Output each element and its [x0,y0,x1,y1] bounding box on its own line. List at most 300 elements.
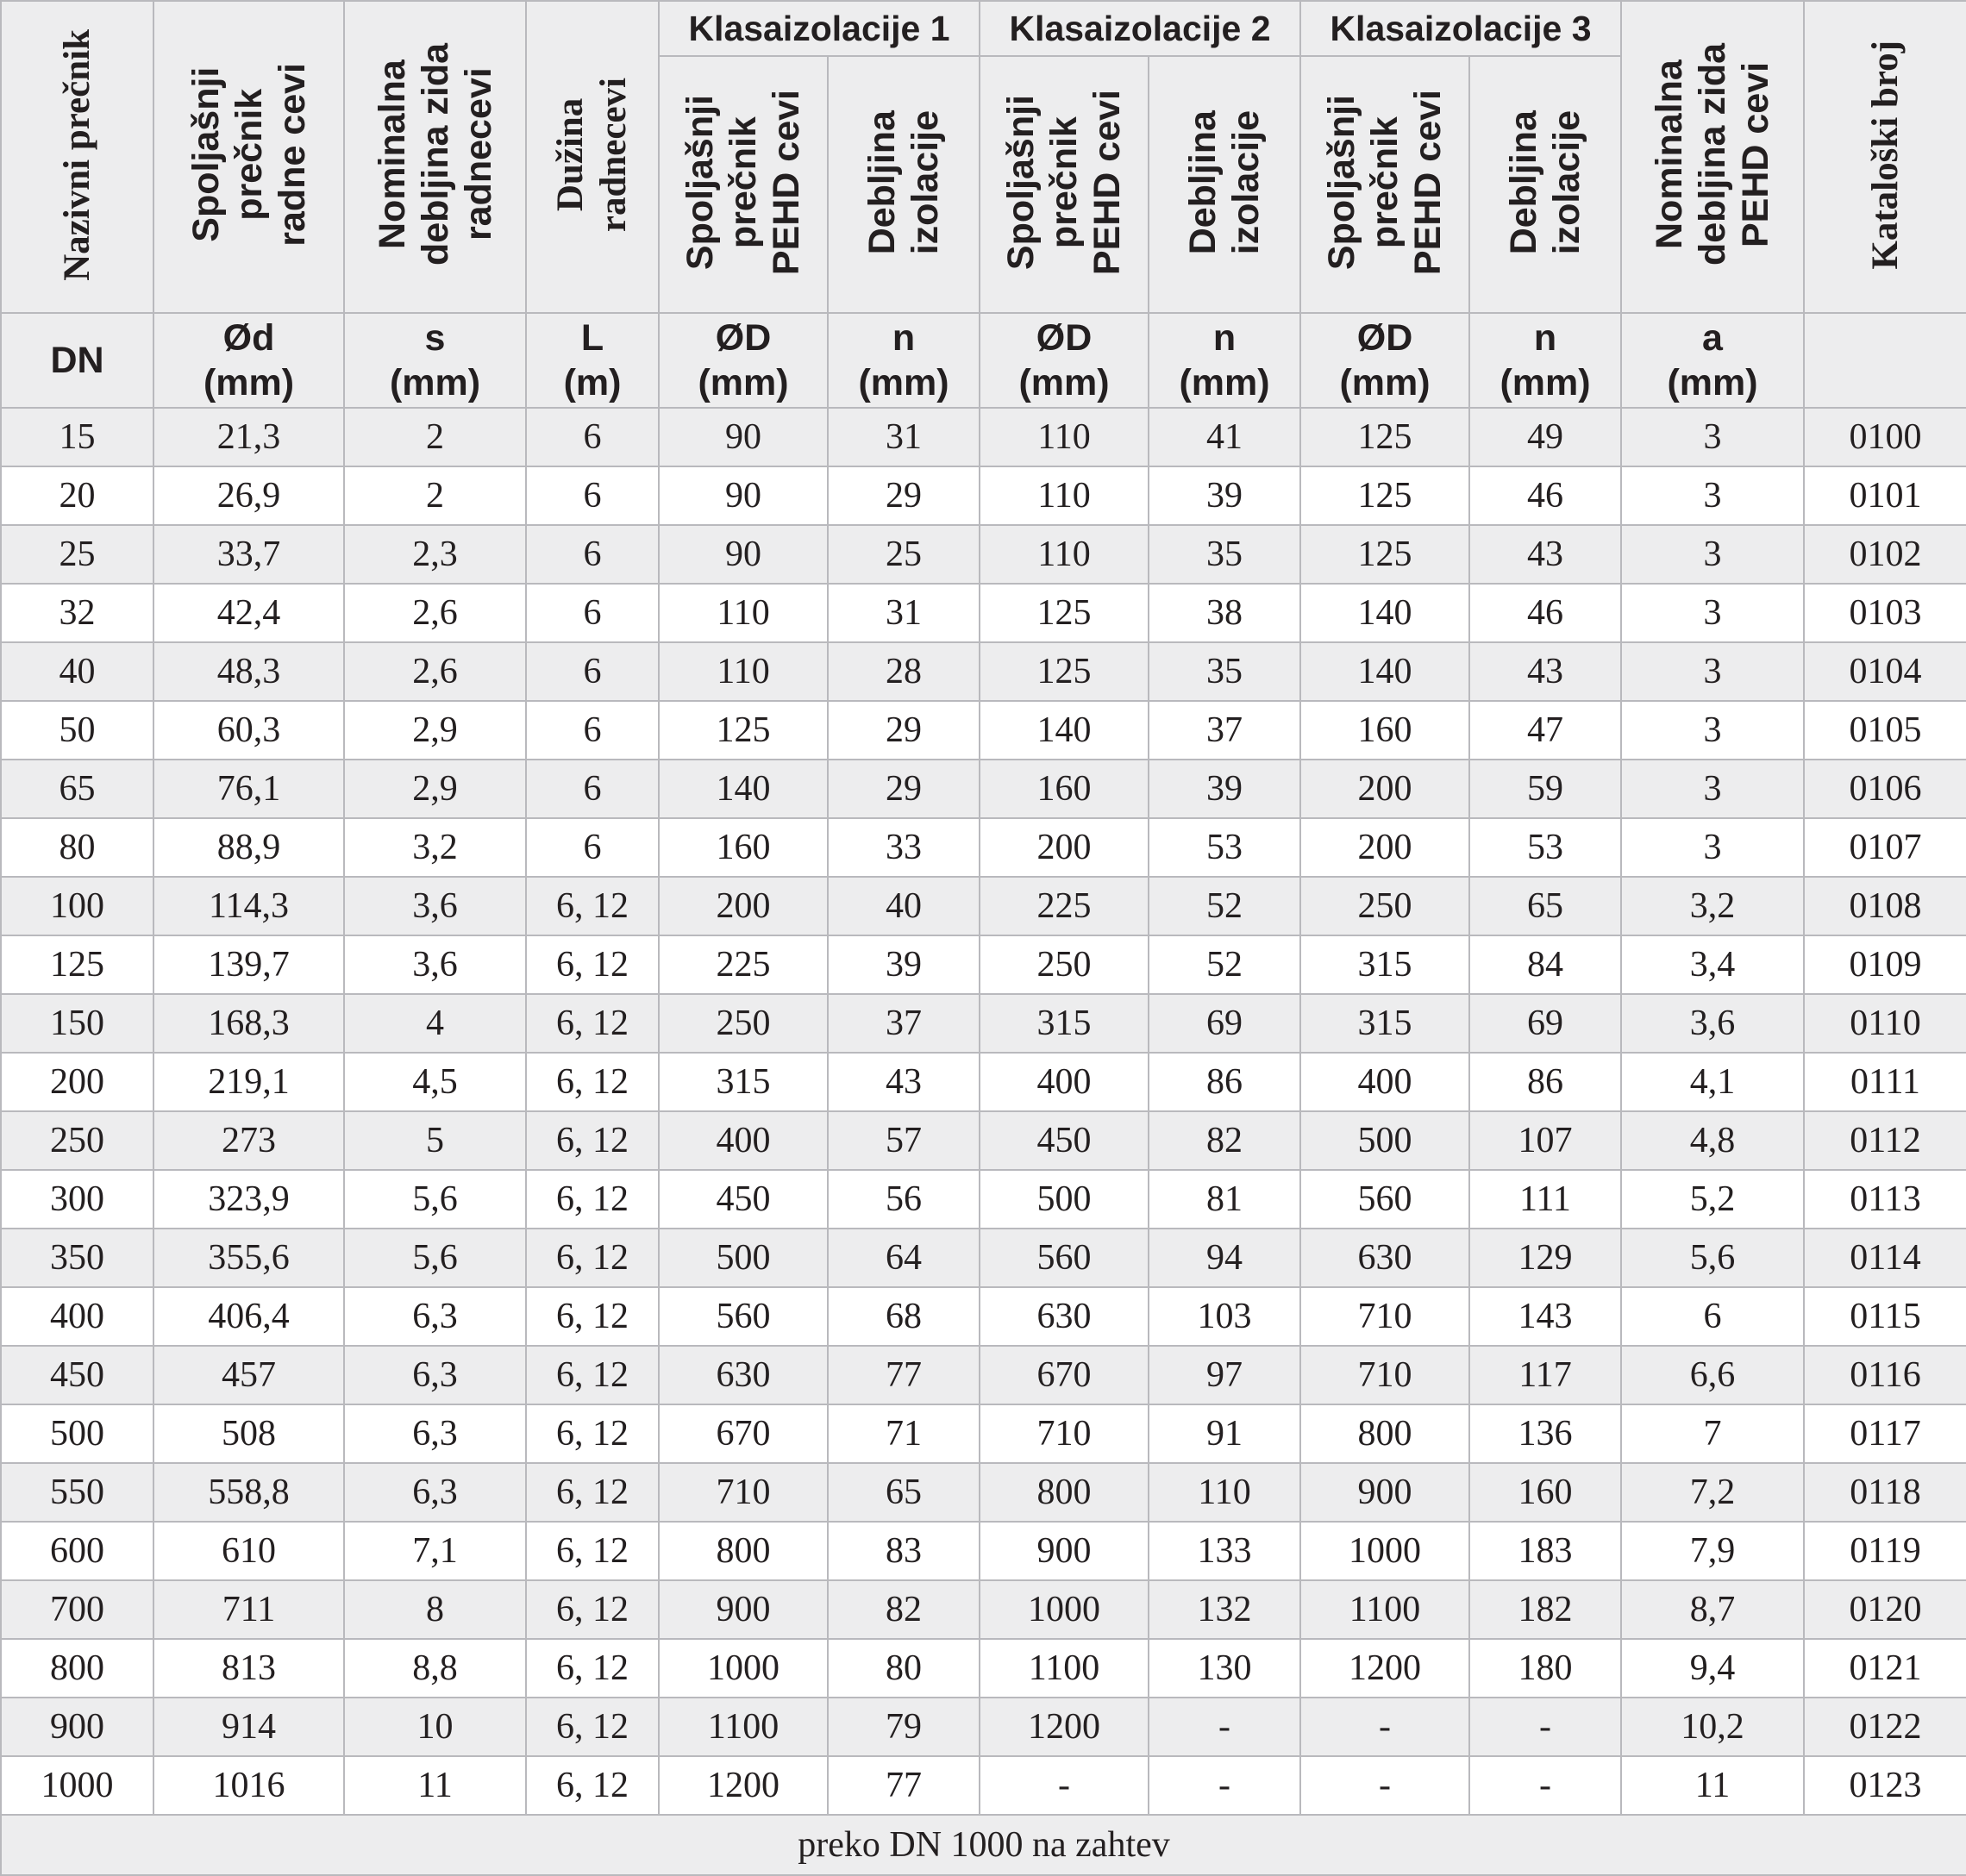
table-cell: 8,8 [344,1639,526,1698]
table-cell: 117 [1469,1346,1621,1404]
table-cell: 8,7 [1621,1580,1804,1639]
table-cell: 0113 [1804,1170,1966,1229]
table-cell: 6,3 [344,1463,526,1522]
table-cell: 6 [526,466,659,525]
table-cell: 57 [828,1111,980,1170]
table-cell: 273 [153,1111,344,1170]
table-cell: 125 [980,642,1149,701]
table-cell: 219,1 [153,1053,344,1111]
table-cell: 129 [1469,1229,1621,1287]
table-cell: 182 [1469,1580,1621,1639]
header-nazivni-precnik: Nazivni prečnik [1,1,153,313]
table-cell: 6 [1621,1287,1804,1346]
table-cell: 53 [1149,818,1300,877]
table-cell: 6, 12 [526,1580,659,1639]
table-cell: 21,3 [153,408,344,466]
table-cell: 6, 12 [526,935,659,994]
table-row [1,1346,1966,1404]
table-cell: 6, 12 [526,1229,659,1287]
footer-note: preko DN 1000 na zahtev [1,1815,1966,1875]
table-cell: 315 [659,1053,828,1111]
table-cell: 160 [1300,701,1469,760]
table-row [1,642,1966,701]
table-cell: 15 [1,408,153,466]
table-cell: 900 [1300,1463,1469,1522]
table-row [1,1170,1966,1229]
table-cell: 160 [659,818,828,877]
table-cell: 355,6 [153,1229,344,1287]
table-cell: 65 [1,760,153,818]
table-cell: 3,2 [1621,877,1804,935]
header-spoljasnji-pehd-1: Spoljašnji prečnik PEHD cevi [659,56,828,313]
table-cell: 6, 12 [526,1111,659,1170]
table-cell: 0103 [1804,584,1966,642]
unit-cell: n (mm) [1469,313,1621,408]
table-cell: 110 [659,642,828,701]
table-cell: 90 [659,408,828,466]
table-cell: 11 [1621,1756,1804,1815]
unit-cell: s (mm) [344,313,526,408]
table-cell: 64 [828,1229,980,1287]
table-cell: 125 [659,701,828,760]
table-row [1,818,1966,877]
table-cell: 1100 [659,1698,828,1756]
table-cell: - [1300,1698,1469,1756]
table-body [1,408,1966,1815]
table-cell: 6, 12 [526,1346,659,1404]
unit-cell: n (mm) [828,313,980,408]
table-cell: 711 [153,1580,344,1639]
table-cell: 50 [1,701,153,760]
table-cell: 2,6 [344,642,526,701]
table-cell: 183 [1469,1522,1621,1580]
header-debljina-izolacije-3: Debljina izolacije [1469,56,1621,313]
table-row [1,525,1966,584]
table-cell: 69 [1469,994,1621,1053]
table-cell: 450 [1,1346,153,1404]
table-cell: 26,9 [153,466,344,525]
table-cell: - [1469,1756,1621,1815]
table-cell: 200 [1300,818,1469,877]
header-debljina-izolacije-2: Debljina izolacije [1149,56,1300,313]
table-cell: 46 [1469,466,1621,525]
table-cell: 0123 [1804,1756,1966,1815]
table-cell: 35 [1149,642,1300,701]
table-cell: 6 [526,760,659,818]
table-cell: 900 [980,1522,1149,1580]
table-cell: 2,9 [344,760,526,818]
table-row [1,1053,1966,1111]
table-cell: 0101 [1804,466,1966,525]
table-row [1,877,1966,935]
units-row [1,313,1966,408]
table-cell: 65 [828,1463,980,1522]
table-row [1,1698,1966,1756]
table-cell: - [1149,1756,1300,1815]
header-nominalna-debljina-pehd: Nominalna debljina zida PEHD cevi [1621,1,1804,313]
table-cell: 6,3 [344,1404,526,1463]
table-cell: 6, 12 [526,994,659,1053]
table-cell: 97 [1149,1346,1300,1404]
table-cell: 125 [1300,525,1469,584]
table-row [1,1229,1966,1287]
table-cell: 42,4 [153,584,344,642]
table-cell: 125 [980,584,1149,642]
table-cell: 79 [828,1698,980,1756]
table-cell: 103 [1149,1287,1300,1346]
table-row [1,994,1966,1053]
unit-cell [1804,313,1966,408]
table-cell: 0109 [1804,935,1966,994]
unit-cell: ØD (mm) [659,313,828,408]
table-cell: 670 [980,1346,1149,1404]
table-cell: 6, 12 [526,1404,659,1463]
table-cell: 350 [1,1229,153,1287]
table-cell: 143 [1469,1287,1621,1346]
table-cell: 20 [1,466,153,525]
header-klasa-izolacije-1: Klasaizolacije 1 [659,1,980,56]
table-cell: 140 [980,701,1149,760]
table-cell: 76,1 [153,760,344,818]
header-debljina-izolacije-1: Debljina izolacije [828,56,980,313]
table-cell: 900 [1,1698,153,1756]
unit-cell: ØD (mm) [1300,313,1469,408]
table-cell: 0110 [1804,994,1966,1053]
table-cell: 6,3 [344,1287,526,1346]
table-cell: 400 [1,1287,153,1346]
table-cell: 39 [1149,466,1300,525]
table-cell: 39 [1149,760,1300,818]
table-cell: 315 [980,994,1149,1053]
table-cell: 600 [1,1522,153,1580]
table-cell: 560 [659,1287,828,1346]
table-cell: - [1149,1698,1300,1756]
table-cell: 140 [1300,584,1469,642]
table-cell: 3,6 [344,935,526,994]
table-cell: 130 [1149,1639,1300,1698]
table-cell: 630 [659,1346,828,1404]
table-cell: 6, 12 [526,1170,659,1229]
table-cell: 3,2 [344,818,526,877]
table-row [1,701,1966,760]
table-cell: 7,1 [344,1522,526,1580]
table-cell: 4,5 [344,1053,526,1111]
table-cell: 25 [1,525,153,584]
table-cell: 6 [526,584,659,642]
table-cell: 47 [1469,701,1621,760]
table-cell: 32 [1,584,153,642]
table-cell: 3 [1621,525,1804,584]
table-cell: 43 [1469,525,1621,584]
table-cell: 0112 [1804,1111,1966,1170]
table-cell: 5,2 [1621,1170,1804,1229]
table-cell: 0119 [1804,1522,1966,1580]
unit-cell: DN [1,313,153,408]
table-cell: 52 [1149,935,1300,994]
table-cell: 3 [1621,466,1804,525]
table-cell: 132 [1149,1580,1300,1639]
table-cell: 160 [980,760,1149,818]
table-row [1,760,1966,818]
table-cell: 39 [828,935,980,994]
table-cell: 1100 [1300,1580,1469,1639]
table-cell: 6 [526,408,659,466]
table-cell: - [1300,1756,1469,1815]
table-cell: 7,2 [1621,1463,1804,1522]
table-cell: 710 [1300,1287,1469,1346]
table-cell: 90 [659,466,828,525]
table-cell: 0107 [1804,818,1966,877]
table-cell: 94 [1149,1229,1300,1287]
table-cell: 406,4 [153,1287,344,1346]
table-cell: 0114 [1804,1229,1966,1287]
unit-cell: a (mm) [1621,313,1804,408]
table-cell: 100 [1,877,153,935]
table-cell: 0104 [1804,642,1966,701]
table-row [1,408,1966,466]
table-cell: 0105 [1804,701,1966,760]
table-cell: 6 [526,642,659,701]
table-cell: 33 [828,818,980,877]
table-cell: 1000 [1,1756,153,1815]
table-cell: 1100 [980,1639,1149,1698]
table-cell: 114,3 [153,877,344,935]
table-cell: 28 [828,642,980,701]
header-spoljasnji-precnik-radne-cevi: Spoljašnji prečnik radne cevi [153,1,344,313]
table-row [1,1463,1966,1522]
table-cell: 125 [1300,408,1469,466]
table-cell: 59 [1469,760,1621,818]
table-cell: 82 [828,1580,980,1639]
table-cell: 8 [344,1580,526,1639]
table-cell: 125 [1300,466,1469,525]
table-cell: 136 [1469,1404,1621,1463]
table-cell: 38 [1149,584,1300,642]
table-cell: 500 [1300,1111,1469,1170]
table-cell: 560 [980,1229,1149,1287]
table-cell: 5 [344,1111,526,1170]
table-cell: 31 [828,584,980,642]
table-cell: 110 [1149,1463,1300,1522]
table-cell: 140 [1300,642,1469,701]
table-cell: 500 [659,1229,828,1287]
table-cell: 0117 [1804,1404,1966,1463]
table-cell: 6,6 [1621,1346,1804,1404]
unit-cell: n (mm) [1149,313,1300,408]
table-cell: 2 [344,408,526,466]
table-cell: 800 [980,1463,1149,1522]
table-cell: 43 [828,1053,980,1111]
table-cell: 110 [659,584,828,642]
table-cell: 200 [1,1053,153,1111]
table-cell: 53 [1469,818,1621,877]
table-cell: 6 [526,818,659,877]
table-cell: 0108 [1804,877,1966,935]
header-spoljasnji-pehd-3: Spoljašnji prečnik PEHD cevi [1300,56,1469,313]
table-cell: 33,7 [153,525,344,584]
table-cell: 3 [1621,701,1804,760]
table-cell: 0106 [1804,760,1966,818]
table-cell: 200 [980,818,1149,877]
table-cell: 7,9 [1621,1522,1804,1580]
header-spoljasnji-pehd-2: Spoljašnji prečnik PEHD cevi [980,56,1149,313]
header-klasa-izolacije-3: Klasaizolacije 3 [1300,1,1621,56]
table-cell: 0120 [1804,1580,1966,1639]
table-cell: 37 [828,994,980,1053]
unit-cell: Ød (mm) [153,313,344,408]
table-cell: 6, 12 [526,1698,659,1756]
table-row [1,1639,1966,1698]
table-cell: 0100 [1804,408,1966,466]
table-cell: 500 [1,1404,153,1463]
table-cell: 65 [1469,877,1621,935]
table-row [1,1287,1966,1346]
table-cell: 133 [1149,1522,1300,1580]
table-cell: 52 [1149,877,1300,935]
table-cell: 86 [1149,1053,1300,1111]
table-cell: 2,3 [344,525,526,584]
table-cell: 9,4 [1621,1639,1804,1698]
table-row [1,584,1966,642]
table-cell: 315 [1300,935,1469,994]
table-cell: 200 [659,877,828,935]
unit-cell: L (m) [526,313,659,408]
table-cell: 6 [526,525,659,584]
table-cell: 46 [1469,584,1621,642]
table-cell: 400 [980,1053,1149,1111]
table-cell: - [980,1756,1149,1815]
table-cell: 125 [1,935,153,994]
table-cell: 250 [980,935,1149,994]
table-cell: 6, 12 [526,877,659,935]
table-cell: 110 [980,408,1149,466]
table-cell: 86 [1469,1053,1621,1111]
table-cell: 4 [344,994,526,1053]
table-cell: 77 [828,1756,980,1815]
table-cell: 250 [1,1111,153,1170]
table-cell: 1200 [659,1756,828,1815]
table-cell: 80 [828,1639,980,1698]
table-cell: 84 [1469,935,1621,994]
table-cell: 1200 [1300,1639,1469,1698]
table-cell: 1000 [659,1639,828,1698]
table-row [1,1111,1966,1170]
table-cell: 5,6 [1621,1229,1804,1287]
table-cell: 82 [1149,1111,1300,1170]
table-cell: 35 [1149,525,1300,584]
table-cell: 315 [1300,994,1469,1053]
table-cell: 10,2 [1621,1698,1804,1756]
table-cell: 200 [1300,760,1469,818]
table-cell: 400 [659,1111,828,1170]
table-cell: 3 [1621,760,1804,818]
table-cell: 6, 12 [526,1639,659,1698]
table-cell: 3 [1621,408,1804,466]
table-cell: 107 [1469,1111,1621,1170]
header-duzina-radne-cevi: Dužina radnecevi [526,1,659,313]
footer-row [1,1815,1966,1875]
table-cell: 0122 [1804,1698,1966,1756]
table-cell: 6, 12 [526,1463,659,1522]
table-cell: 4,8 [1621,1111,1804,1170]
table-cell: 250 [659,994,828,1053]
table-header [1,1,1966,408]
table-cell: 6, 12 [526,1053,659,1111]
table-cell: 88,9 [153,818,344,877]
table-cell: 60,3 [153,701,344,760]
table-cell: 710 [980,1404,1149,1463]
table-cell: 11 [344,1756,526,1815]
table-cell: 914 [153,1698,344,1756]
table-cell: 77 [828,1346,980,1404]
table-cell: 90 [659,525,828,584]
table-cell: 6 [526,701,659,760]
table-cell: 630 [1300,1229,1469,1287]
table-cell: 160 [1469,1463,1621,1522]
table-cell: 813 [153,1639,344,1698]
table-cell: 250 [1300,877,1469,935]
table-cell: 0111 [1804,1053,1966,1111]
table-cell: 0116 [1804,1346,1966,1404]
table-cell: 80 [1,818,153,877]
table-cell: 0115 [1804,1287,1966,1346]
table-cell: 630 [980,1287,1149,1346]
table-cell: 6, 12 [526,1756,659,1815]
table-cell: 150 [1,994,153,1053]
table-cell: 508 [153,1404,344,1463]
table-cell: 81 [1149,1170,1300,1229]
table-cell: 800 [1,1639,153,1698]
header-kataloski-broj: Kataloški broj [1804,1,1966,313]
table-cell: 6,3 [344,1346,526,1404]
header-nominalna-debljina-radne-cevi: Nominalna debljina zida radnecevi [344,1,526,313]
table-cell: 91 [1149,1404,1300,1463]
table-cell: 2 [344,466,526,525]
table-cell: 700 [1,1580,153,1639]
table-cell: 71 [828,1404,980,1463]
table-cell: 400 [1300,1053,1469,1111]
table-cell: 29 [828,760,980,818]
table-cell: 110 [980,466,1149,525]
table-cell: 6, 12 [526,1522,659,1580]
table-cell: 31 [828,408,980,466]
table-cell: 0121 [1804,1639,1966,1698]
table-cell: 0118 [1804,1463,1966,1522]
table-cell: - [1469,1698,1621,1756]
table-cell: 40 [828,877,980,935]
table-cell: 550 [1,1463,153,1522]
table-cell: 710 [1300,1346,1469,1404]
table-cell: 225 [980,877,1149,935]
table-cell: 110 [980,525,1149,584]
table-cell: 610 [153,1522,344,1580]
table-cell: 5,6 [344,1229,526,1287]
header-klasa-izolacije-2: Klasaizolacije 2 [980,1,1300,56]
table-cell: 670 [659,1404,828,1463]
table-cell: 450 [659,1170,828,1229]
unit-cell: ØD (mm) [980,313,1149,408]
table-cell: 5,6 [344,1170,526,1229]
table-cell: 2,9 [344,701,526,760]
table-cell: 323,9 [153,1170,344,1229]
table-cell: 139,7 [153,935,344,994]
table-row [1,1522,1966,1580]
table-cell: 800 [1300,1404,1469,1463]
table-cell: 3 [1621,584,1804,642]
table-cell: 29 [828,466,980,525]
table-cell: 56 [828,1170,980,1229]
table-cell: 68 [828,1287,980,1346]
